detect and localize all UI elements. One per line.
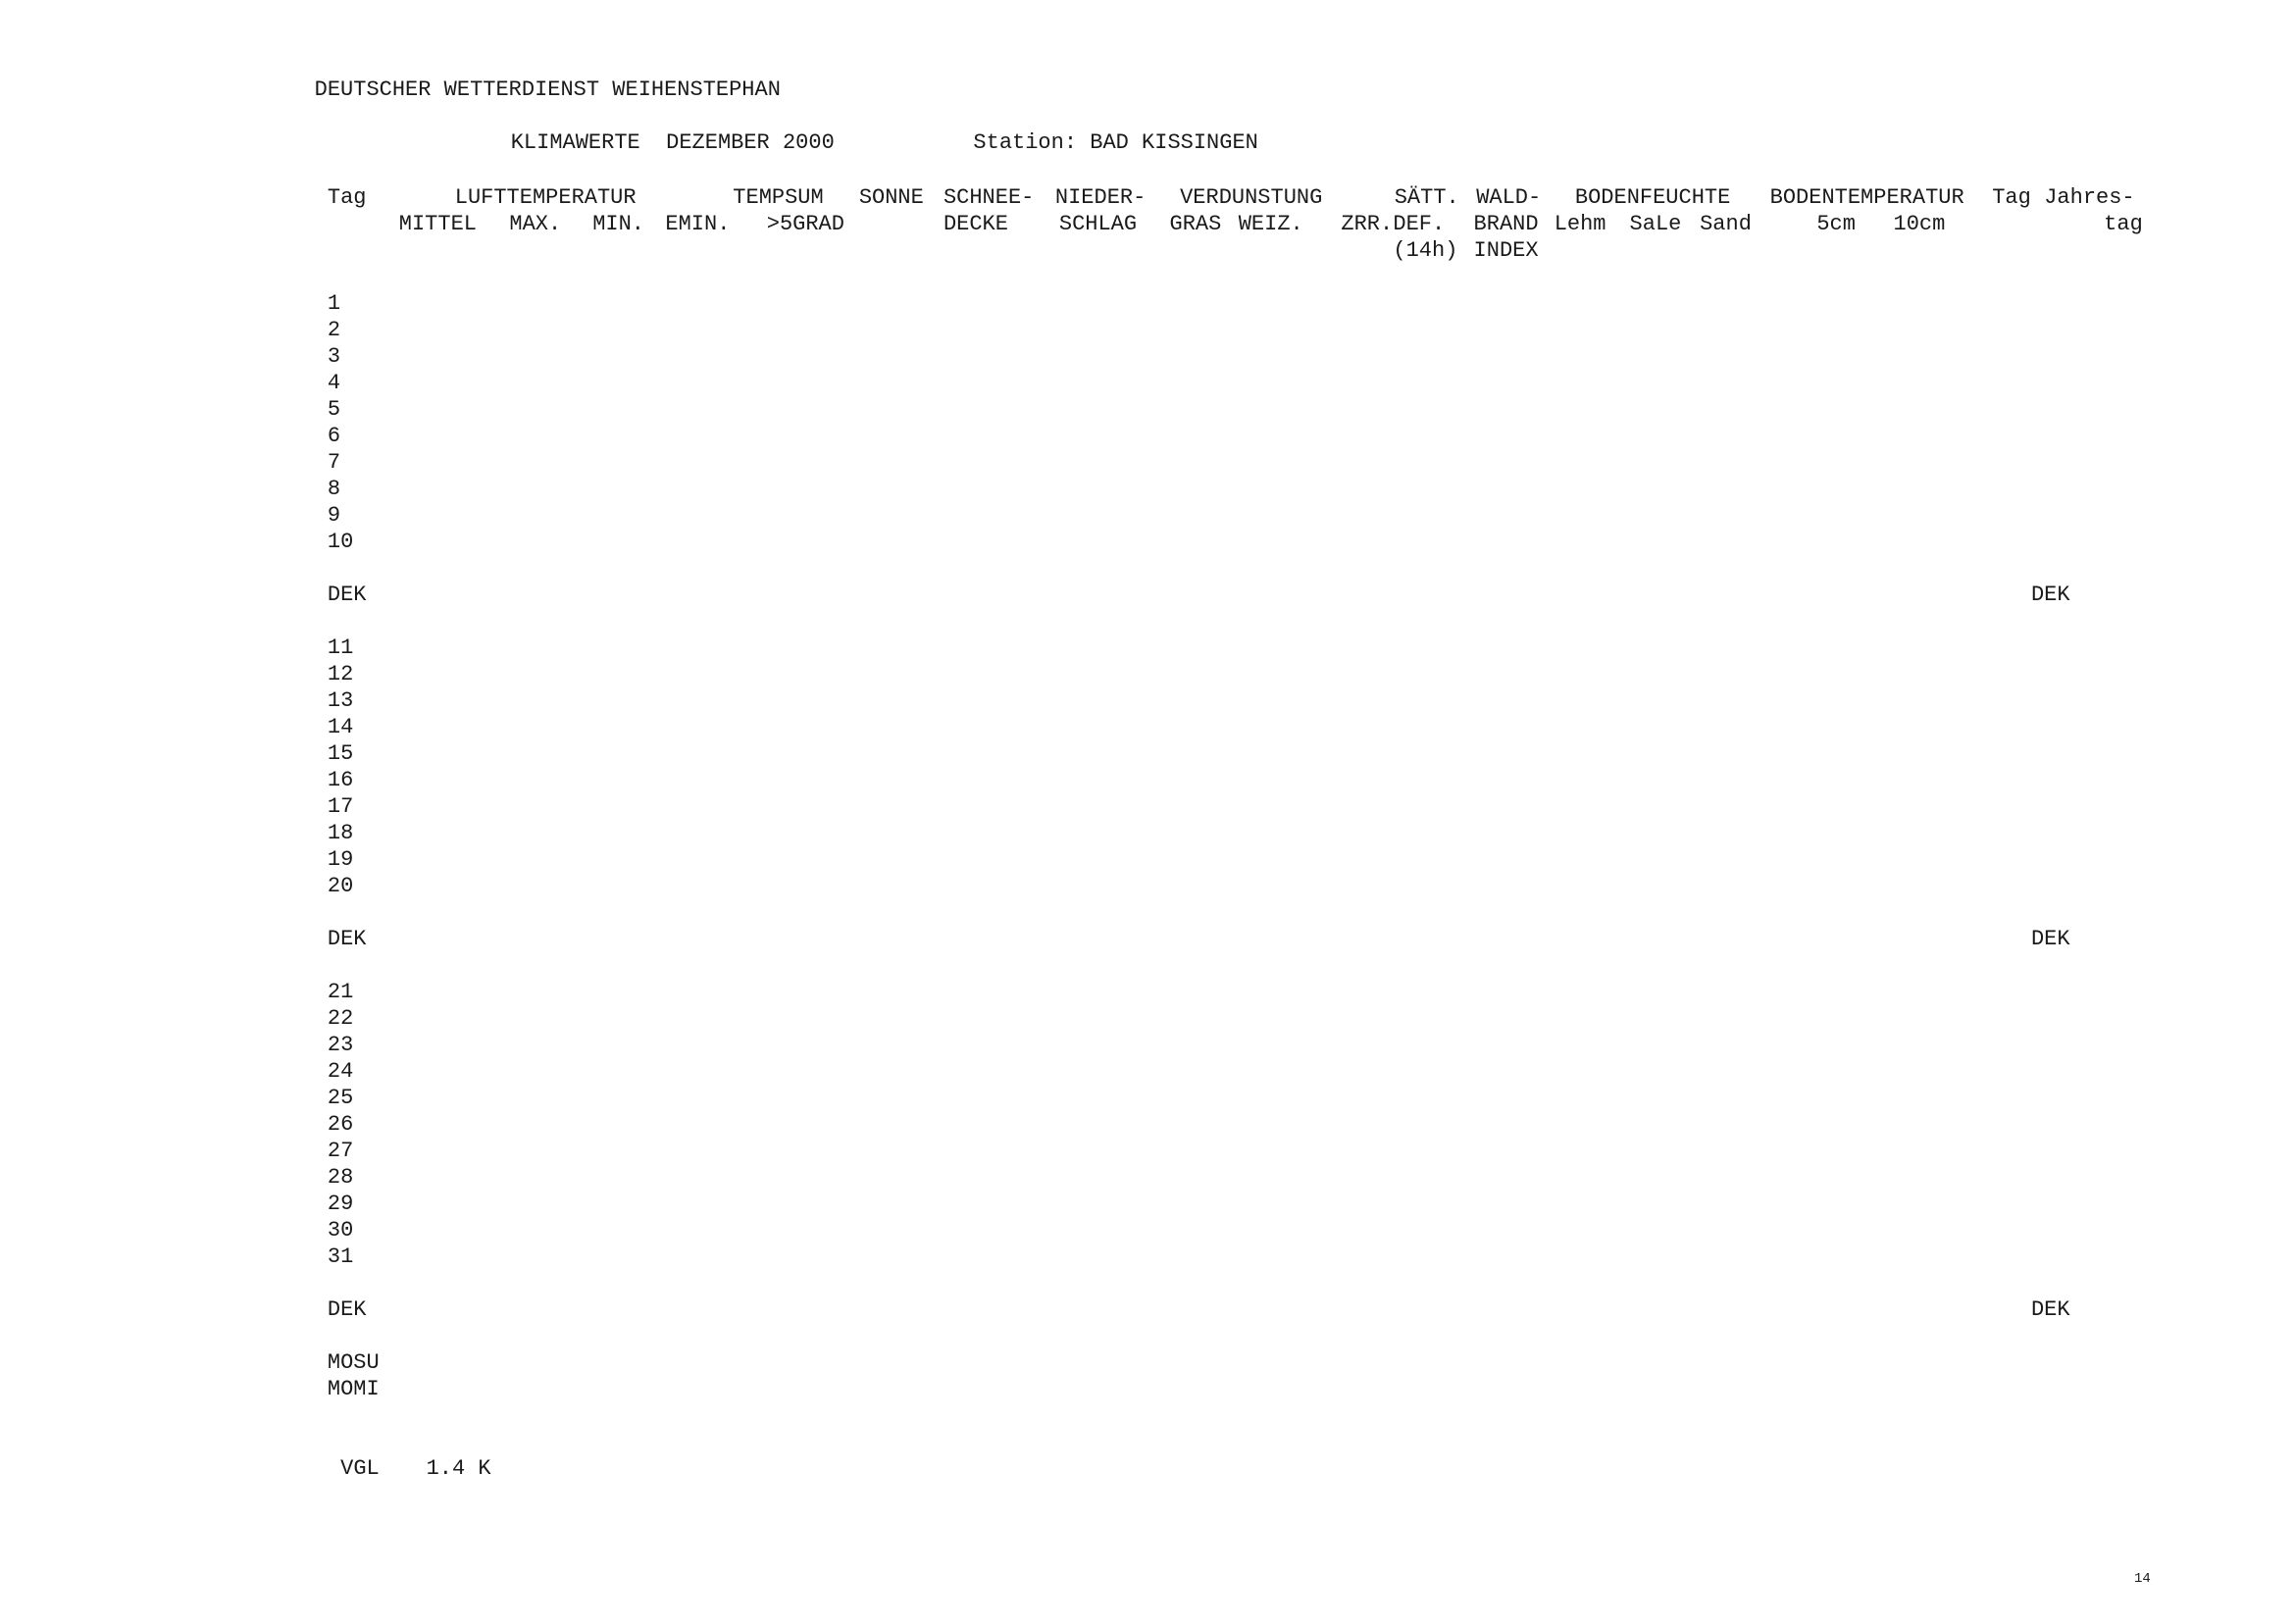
row-label: 12 [327,662,354,686]
row-label: 19 [327,847,354,872]
column-header: WALD- [1476,185,1542,210]
column-header: >5GRAD [766,212,844,236]
column-header: Sand [1700,212,1752,236]
row-label: 30 [327,1218,354,1243]
column-header: tag [2104,212,2143,236]
column-header: BRAND [1473,212,1539,236]
row-label: 6 [327,424,341,448]
row-label: 29 [327,1192,354,1216]
row-label: 27 [327,1139,354,1163]
row-label: 18 [327,821,354,845]
column-header: DEF. [1393,212,1446,236]
org-name: DEUTSCHER WETTERDIENST WEIHENSTEPHAN [314,77,781,102]
column-header: Jahres- [2044,185,2135,210]
row-label: 11 [327,635,354,660]
station-name: Station: BAD KISSINGEN [973,130,1258,155]
row-label: 10 [327,530,354,554]
row-label: 21 [327,980,354,1004]
column-header: 10cm [1893,212,1946,236]
column-header: Tag [327,185,367,210]
row-label: 9 [327,503,341,528]
row-label: 4 [327,371,341,395]
row-label: DEK [327,1297,367,1322]
row-label: 22 [327,1006,354,1031]
row-label: 17 [327,794,354,819]
page-number: 14 [2134,1571,2151,1587]
row-label: 20 [327,874,354,898]
row-label: 3 [327,344,341,369]
row-label: 1 [327,291,341,316]
column-header: TEMPSUM [733,185,824,210]
column-header: ZRR. [1341,212,1394,236]
row-label: DEK [2030,583,2070,607]
column-header: GRAS [1169,212,1222,236]
row-label: MOMI [327,1377,380,1401]
column-header: SaLe [1629,212,1682,236]
row-label: MOSU [327,1350,380,1375]
column-header: Lehm [1554,212,1606,236]
column-header: INDEX [1473,238,1539,263]
row-label: DEK [327,927,367,951]
column-header: NIEDER- [1054,185,1147,210]
row-label: 28 [327,1165,354,1190]
column-header: VERDUNSTUNG [1180,185,1323,210]
row-label: 31 [327,1244,354,1269]
column-header: BODENFEUCHTE [1574,185,1731,210]
column-header: Tag [1992,185,2031,210]
row-label: 5 [327,397,341,422]
row-label: 15 [327,741,354,766]
column-header: 5cm [1816,212,1856,236]
column-header: MITTEL [398,212,477,236]
column-header: EMIN. [665,212,731,236]
column-header: SÄTT. [1394,185,1459,210]
column-header: DECKE [943,212,1008,236]
row-label: 8 [327,477,341,501]
row-label: DEK [327,583,367,607]
row-label: 25 [327,1086,354,1110]
row-label: DEK [2030,1297,2070,1322]
row-label: 26 [327,1112,354,1137]
row-label: 2 [327,318,341,342]
row-label: 16 [327,768,354,792]
row-label: 7 [327,450,341,475]
column-header: MIN. [592,212,644,236]
column-header: BODENTEMPERATUR [1769,185,1964,210]
column-header: SCHLAG [1058,212,1138,236]
row-label: 14 [327,715,354,739]
column-header: SCHNEE- [943,185,1035,210]
report-title: KLIMAWERTE DEZEMBER 2000 [510,130,835,155]
row-label: 24 [327,1059,354,1084]
column-header: (14h) [1393,238,1458,263]
row-label: 13 [327,688,354,713]
column-header: LUFTTEMPERATUR [454,185,637,210]
column-header: SONNE [858,185,924,210]
vgl-temp: 1.4 K [426,1456,491,1481]
row-label: 23 [327,1033,354,1057]
vgl-label: VGL [340,1456,380,1481]
row-label: DEK [2030,927,2070,951]
column-header: WEIZ. [1238,212,1303,236]
column-header: MAX. [509,212,562,236]
